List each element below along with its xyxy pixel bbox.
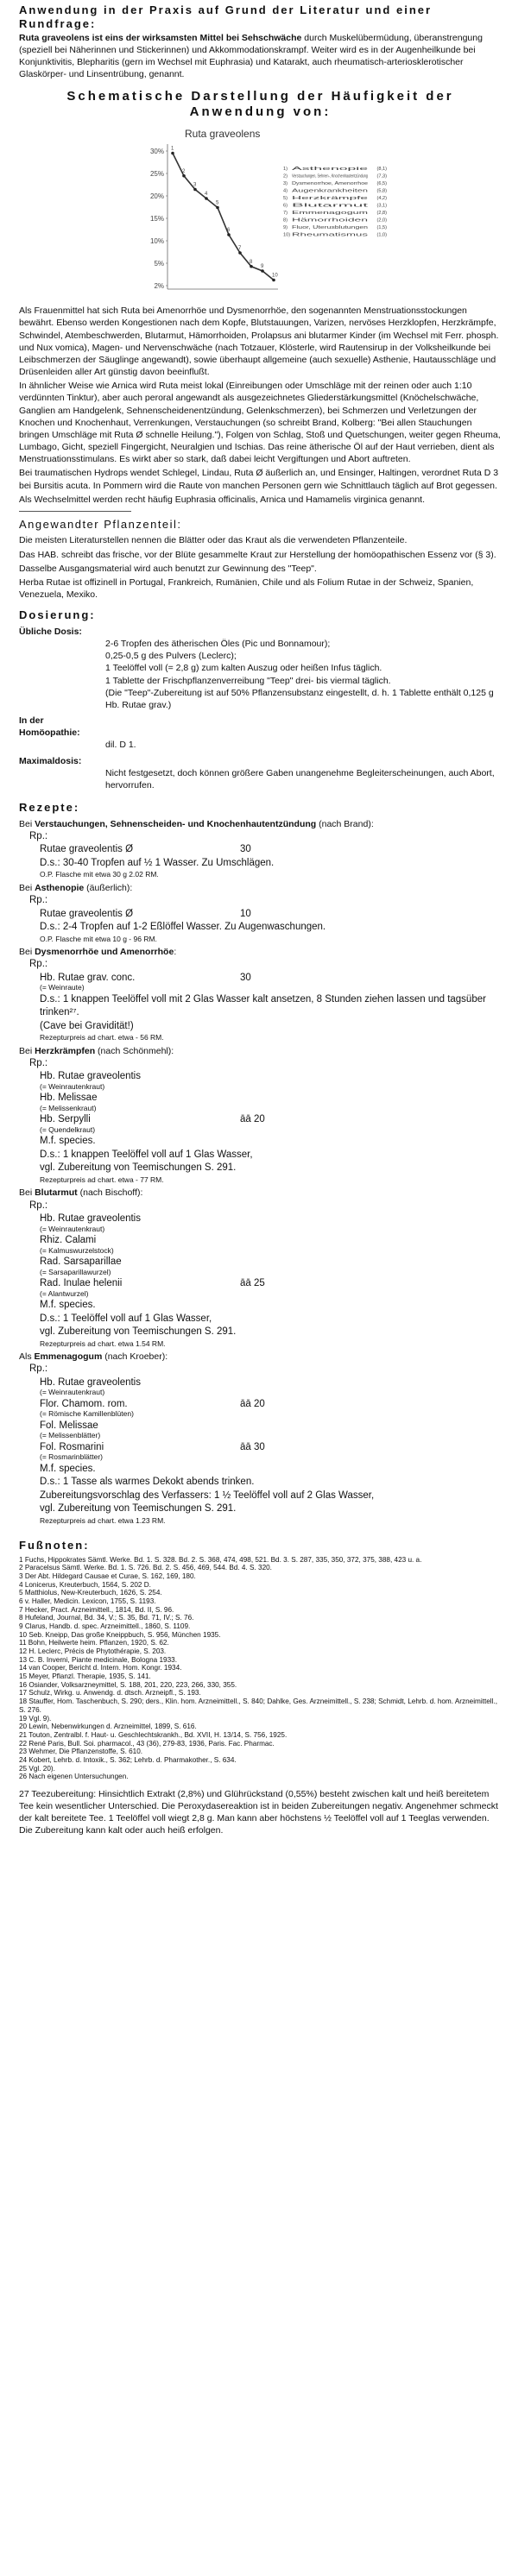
recipe-body	[29, 1057, 502, 1185]
dosierung-value	[19, 638, 502, 711]
chart-points	[171, 147, 278, 282]
ingredient-quantity: āā 25	[240, 1278, 265, 1289]
intro-text: durch Muskelübermüdung, überanstrengung (speziell bei Näherinnen und Stickerinnen) und Akkommodationskrampf. Weiter wird es in der Augenheilkunde bei Konjunktivitis, Blepharitis (gern im Wechsel mit Euphrasia) und Katarakt, auch rheumatisch-arteriosklerotischer Glaskörper- und Linsentrübung, genannt.	[19, 32, 483, 80]
chart-legend-key: 1)	[282, 167, 288, 173]
footnote: 23 Wehmer, Die Pflanzenstoffe, S. 610.	[19, 1748, 143, 1756]
recipe	[19, 1351, 502, 1526]
ingredient-synonym: (= Weinrautenkraut)	[40, 1081, 105, 1091]
chart-point-label: 4	[204, 192, 207, 198]
chart-legend-text: Verstauchungen, Sehnen-, Knochenhautentzündung	[291, 173, 368, 180]
body-paragraph-2: In ähnlicher Weise wie Arnica wird Ruta meist lokal (Einreibungen oder Umschläge mit der reinen oder auch 1:10 verdünnten Tinktur), aber auch peroral angewandt als ausgezeichnetes Gliederstärkungsmittel (Knöchelschwäche, Ganglien am Handgelenk, Sehnenscheidenentzündung, Gelenkschmerzen), bei Schmerzen und Verletzungen der Knochen und Knochenhaut, Verrenkungen, Verstauchungen (so schreibt Brand, Kolberg: "Bei allen Stauchungen bringen Umschläge mit Ruta Ø schnelle Heilung."), Folgen von Schlag, Stoß und Quetschungen, weiter gegen Rheuma, Lumbago, Gicht, speziell Fingergicht, Neuralgien und Ischias. Das reine ätherische Öl auf der Haut verrieben, dient als Menstruationsstimulans. Es wirkt aber so stark, daß dabei leicht Vergiftungen und Abort auftreten.	[19, 381, 501, 465]
recipe	[19, 946, 502, 1043]
ingredient-synonym: (= Melissenkraut)	[40, 1103, 97, 1112]
chart-legend-text: Herzkrämpfe	[291, 196, 368, 202]
ingredient-name: Fol. Rosmarini	[40, 1441, 104, 1452]
rezepte-list	[19, 818, 502, 1527]
recipe-price: Rezepturpreis ad chart. etwa 1.54 RM.	[40, 1338, 166, 1348]
section-divider	[19, 511, 131, 512]
recipe-rp: Rp.:	[29, 959, 48, 970]
chart-point-label: 7	[237, 246, 241, 252]
chart-legend-key: 9)	[282, 225, 288, 231]
chart-y-tick-label: 20%	[149, 192, 164, 201]
recipe-instruction: D.s.: 1 knappen Teelöffel voll auf 1 Glas Wasser,	[40, 1149, 253, 1160]
tea-note: 27 Teezubereitung: Hinsichtlich Extrakt (2,8%) und Glührückstand (0,55%) besteht zwischen kalt und heiß bereitetem Tee kein wesentlicher Unterschied. Die Peroxydasereaktion ist in beiden Zubereitungen negativ. Angenehmer schmeckt der kalt bereitete Tee. 1 Teelöffel voll wiegt 2,8 g. Man kann aber höchstens ½ Teelöffel voll auf 1 Teeglas verwenden. Die Zubereitung kann kalt oder auch heiß erfolgen.	[19, 1788, 498, 1836]
recipe-heading-pre: Als	[19, 1351, 35, 1363]
chart-legend-value: (4,2)	[376, 196, 387, 202]
recipe-heading-pre: Bei	[19, 947, 35, 958]
chart-y-tick-label: 5%	[153, 260, 164, 268]
recipe-ingredient	[29, 1135, 502, 1149]
recipe-rp: Rp.:	[29, 1057, 48, 1068]
footnote: 3 Der Abt. Hildegard Causae et Curae, S. 162, 169, 180.	[19, 1572, 196, 1581]
recipe-rp: Rp.:	[29, 895, 48, 906]
ingredient-name: Hb. Rutae graveolentis	[40, 1376, 141, 1388]
ingredient-name: Hb. Melissae	[40, 1093, 98, 1104]
dosierung-label: Übliche Dosis:	[19, 626, 82, 637]
footnote: 21 Touton, Zentralbl. f. Haut- u. Geschlechtskrankh., Bd. XVII, H. 13/14, S. 756, 1925.	[19, 1730, 288, 1739]
chart-legend-text: Asthenopie	[291, 167, 368, 173]
recipe-heading-pre: Bei	[19, 1045, 35, 1056]
dosierung-line: dil. D 1.	[105, 740, 136, 751]
dosierung-value	[19, 739, 502, 751]
chart-point	[238, 251, 242, 255]
recipe-heading	[19, 1187, 502, 1199]
recipe-heading	[19, 1351, 502, 1363]
dosierung-heading: Dosierung:	[19, 608, 96, 622]
recipe-heading-bold: Blutarmut	[35, 1187, 78, 1199]
ingredient-synonym: (= Alantwurzel)	[40, 1288, 89, 1298]
footnote: 13 C. B. Inverni, Piante medicinale, Bologna 1933.	[19, 1655, 177, 1664]
chart-legend-value: (7,3)	[376, 173, 387, 180]
intro-paragraph	[19, 32, 502, 81]
chart-legend-value: (8,1)	[376, 167, 387, 173]
recipe-price: Rezepturpreis ad chart. etwa 1.23 RM.	[40, 1515, 166, 1525]
footnote: 11 Bohn, Heilwerte heim. Pflanzen, 1920, S. 62.	[19, 1639, 169, 1647]
recipe-body	[29, 830, 502, 880]
footnote: 6 v. Haller, Medicin. Lexicon, 1755, S. 1193.	[19, 1597, 156, 1606]
footnote: 16 Osiander, Volksarzneymittel, S. 188, 201, 220, 223, 266, 330, 355.	[19, 1680, 237, 1689]
footnote: 9 Clarus, Handb. d. spec. Arzneimittell., 1860, S. 1109.	[19, 1622, 191, 1631]
ingredient-quantity: 30	[240, 972, 251, 983]
recipe	[19, 818, 502, 880]
chart-legend-text: Dysmenorrhoe, Amenorrhoe	[291, 181, 368, 187]
ingredient-name: Rad. Sarsaparillae	[40, 1257, 122, 1268]
chart-point-label: 3	[193, 182, 196, 188]
dosierung-line: 1 Teelöffel voll (= 2,8 g) zum kalten Auszug oder heißen Infus täglich.	[105, 663, 382, 674]
recipe-body	[29, 894, 502, 944]
chart-point	[272, 279, 275, 282]
dosierung-label: Maximaldosis:	[19, 755, 82, 766]
recipe-heading-post: :	[174, 947, 177, 958]
recipe-body	[29, 958, 502, 1043]
pflanzenteil-paragraph-3: Dasselbe Ausgangsmaterial wird auch benutzt zur Gewinnung des "Teep".	[19, 563, 317, 574]
recipe-price: O.P. Flasche mit etwa 30 g 2.02 RM.	[40, 870, 159, 879]
chart-point-label: 6	[226, 228, 230, 234]
ingredient-synonym: (= Kalmuswurzelstock)	[40, 1245, 114, 1255]
ingredient-name: Fol. Melissae	[40, 1420, 98, 1431]
footnote: 4 Lonicerus, Kreuterbuch, 1564, S. 202 D.	[19, 1580, 151, 1589]
ingredient-synonym: (= Weinrautenkraut)	[40, 1388, 105, 1397]
footnote: 26 Nach eigenen Untersuchungen.	[19, 1773, 129, 1781]
recipe-heading-bold: Herzkrämpfen	[35, 1045, 96, 1056]
intro-heading: Anwendung in der Praxis auf Grund der Literatur und einer Rundfrage:	[19, 3, 433, 31]
chart-point	[227, 233, 231, 236]
ingredient-synonym: (= Quendelkraut)	[40, 1124, 96, 1134]
recipe-instruction: vgl. Zubereitung von Teemischungen S. 291.	[40, 1162, 237, 1174]
chart-point-label: 10	[271, 273, 278, 279]
body-paragraph-3: Bei traumatischen Hydrops wendet Schlegel, Lindau, Ruta Ø äußerlich an, und Ensinger, Haltingen, verordnet Ruta D 3 bei Bursitis acuta. In Pommern wird die Raute von manchen Personen gern wie Schnittlauch täglich auf Brot gegessen.	[19, 468, 499, 491]
body-paragraph-4: Als Wechselmittel werden recht häufig Euphrasia officinalis, Arnica und Hamamelis virginica genannt.	[19, 494, 426, 505]
chart-point	[216, 206, 219, 210]
recipe-instruction: D.s.: 1 Teelöffel voll auf 1 Glas Wasser,	[40, 1313, 212, 1324]
chart-point	[261, 269, 264, 273]
ingredient-quantity: āā 20	[240, 1398, 265, 1409]
ingredient-quantity: āā 20	[240, 1114, 265, 1125]
chart-legend-key: 10)	[282, 232, 290, 238]
chart-y-tick-label: 15%	[149, 215, 164, 224]
footnote: 14 van Cooper, Bericht d. Intern. Hom. Kongr. 1934.	[19, 1664, 182, 1672]
ingredient-name: Rutae graveolentis Ø	[40, 844, 134, 855]
chart-legend-text: Augenkrankheiten	[291, 188, 368, 194]
pflanzenteil-paragraph-2: Das HAB. schreibt das frische, vor der Blüte gesammelte Kraut zur Herstellung der homöopathischen Essenz vor (§ 3).	[19, 549, 496, 560]
chart-legend-text: Rheumatismus	[291, 232, 368, 238]
ingredient-name: Rad. Inulae helenii	[40, 1278, 123, 1289]
recipe-heading-bold: Verstauchungen, Sehnenscheiden- und Knochenhautentzündung	[35, 818, 317, 829]
ingredient-synonym: (= Melissenblätter)	[40, 1431, 101, 1440]
chart-point-label: 9	[260, 264, 263, 270]
recipe-instruction: Zubereitungsvorschlag des Verfassers: 1 ½ Teelöffel voll auf 2 Glas Wasser,	[40, 1490, 375, 1501]
ingredient-synonym: (= Sarsaparillawurzel)	[40, 1267, 111, 1276]
footnote: 17 Schulz, Wirkg. u. Anwendg. d. dtsch. Arzneipfl., S. 193.	[19, 1689, 201, 1697]
recipe-heading-post: (nach Brand):	[316, 818, 374, 829]
dosierung-value	[19, 767, 502, 791]
dosierung-line: (Die "Teep"-Zubereitung ist auf 50% Pflanzensubstanz eingestellt, d. h. 1 Tablette enthält 0,125 g Hb. Rutae grav.)	[105, 687, 494, 710]
footnotes-list	[19, 1556, 502, 1781]
chart-legend-text: Emmenagogum	[291, 211, 369, 217]
recipe	[19, 1187, 502, 1349]
recipe-ingredient	[29, 1299, 502, 1313]
footnote: 20 Lewin, Nebenwirkungen d. Arzneimittel, 1899, S. 616.	[19, 1723, 197, 1731]
body-paragraph-1: Als Frauenmittel hat sich Ruta bei Amenorrhöe und Dysmenorrhöe, den sogenannten Menstruationsstockungen bewährt. Ebenso werden Kongestionen nach dem Kopfe, Blutstauungen, Varizen, nervöses Herzklopfen, Herzkrämpfe, Schwindel, Atembeschwerden, Blutarmut, Hämorrhoiden, Prolapsus ani blutarmer Kinder (im Wechsel mit Ferr. phosph. und Nux vomica), Magen- und Nervenschwäche (nach Totzauer, Klösterle, wird Rautensirup in der Volksheilkunde bei Leibschmerzen der Säuglinge angewandt), sowie überhaupt allgemeine (auch sexuelle) Asthenie, Hautausschläge und Drüsenleiden aller Art günstig davon beeinflußt.	[19, 305, 499, 378]
chart-legend	[283, 167, 387, 238]
chart-legend-value: (3,1)	[376, 203, 387, 209]
recipe-rp: Rp.:	[29, 1364, 48, 1375]
dosierung-row	[19, 626, 502, 711]
recipe-heading-post: (nach Schönmehl):	[95, 1045, 174, 1056]
ingredient-quantity: āā 30	[240, 1441, 265, 1452]
chart-legend-key: 3)	[282, 181, 288, 187]
chart-point-label: 1	[170, 146, 174, 152]
ingredient-synonym: (= Weinrautenkraut)	[40, 1224, 105, 1233]
ingredient-name: M.f. species.	[40, 1463, 96, 1474]
recipe-body	[29, 1200, 502, 1349]
ingredient-name: Flor. Chamom. rom.	[40, 1398, 128, 1409]
ingredient-name: Hb. Serpylli	[40, 1114, 91, 1125]
recipe-instruction: vgl. Zubereitung von Teemischungen S. 291.	[40, 1503, 237, 1515]
chart-legend-value: (1,0)	[376, 232, 387, 238]
chart-series-line	[173, 154, 274, 280]
chart-point-label: 5	[215, 200, 218, 206]
pflanzenteil-paragraph-4: Herba Rutae ist offizinell in Portugal, Frankreich, Rumänien, Chile und als Folium Rutae in der Schweiz, Spanien, Venezuela, Mexiko.	[19, 577, 474, 601]
ingredient-quantity: 10	[240, 908, 251, 919]
recipe-heading-bold: Dysmenorrhöe und Amenorrhöe	[35, 947, 174, 958]
dosierung-label: In der Homöopathie:	[19, 715, 80, 739]
rezepte-heading: Rezepte:	[19, 801, 80, 815]
recipe-heading	[19, 1045, 502, 1057]
ingredient-name: M.f. species.	[40, 1300, 96, 1311]
ingredient-name: Hb. Rutae grav. conc.	[40, 972, 136, 983]
footnote: 8 Hufeland, Journal, Bd. 34, V.; S. 35, Bd. 71, IV.; S. 76.	[19, 1614, 194, 1622]
chart-y-tick-label: 30%	[149, 148, 164, 156]
ingredient-name: Hb. Rutae graveolentis	[40, 1213, 141, 1225]
chart-y-tick-label: 10%	[149, 237, 164, 246]
ingredient-name: Hb. Rutae graveolentis	[40, 1071, 141, 1082]
chart-legend-text: Hämorrhoiden	[291, 217, 368, 224]
chart-point-label: 2	[181, 168, 185, 174]
body-text	[19, 305, 502, 506]
intro-bold-lead: Ruta graveolens ist eins der wirksamsten Mittel bei Sehschwäche	[19, 32, 302, 43]
footnote: 25 Vgl. 20).	[19, 1764, 55, 1773]
recipe-instruction: D.s.: 1 Tasse als warmes Dekokt abends trinken.	[40, 1477, 255, 1488]
recipe-heading-pre: Bei	[19, 882, 35, 893]
recipe-body	[29, 1363, 502, 1526]
chart-point	[205, 197, 208, 200]
footnote: 7 Hecker, Pract. Arzneimittell., 1814, Bd. II, S. 96.	[19, 1605, 174, 1614]
recipe-price: O.P. Flasche mit etwa 10 g - 96 RM.	[40, 934, 157, 943]
chart-legend-key: 6)	[282, 203, 288, 209]
recipe	[19, 882, 502, 944]
chart-y-ticks	[149, 148, 167, 290]
chart-svg	[131, 125, 390, 298]
frequency-chart	[131, 125, 390, 298]
ingredient-synonym: (= Weinraute)	[40, 983, 85, 992]
recipe-heading	[19, 946, 502, 958]
pflanzenteil-heading: Angewandter Pflanzenteil:	[19, 517, 182, 531]
footnote: 24 Kobert, Lehrb. d. Intoxik., S. 362; Lehrb. d. Pharmakother., S. 634.	[19, 1755, 237, 1764]
recipe-heading	[19, 882, 502, 894]
footnote: 10 Seb. Kneipp, Das große Kneippbuch, S. 956, München 1935.	[19, 1630, 221, 1639]
chart-legend-value: (2,0)	[376, 217, 387, 224]
dosierung-line: Nicht festgesetzt, doch können größere Gaben unangenehme Begleiterscheinungen, auch Abort, hervorrufen.	[105, 767, 495, 790]
chart-legend-key: 5)	[282, 196, 288, 202]
recipe-instruction: vgl. Zubereitung von Teemischungen S. 291.	[40, 1326, 237, 1338]
chart-legend-key: 8)	[282, 217, 288, 224]
chart-legend-text: Fluor, Uterusblutungen	[291, 225, 368, 231]
footnote: 2 Paracelsus Sämtl. Werke. Bd. 1. S. 726. Bd. 2. S. 456, 469, 544. Bd. 4. S. 320.	[19, 1564, 272, 1572]
ingredient-name: Rhiz. Calami	[40, 1235, 97, 1246]
dosierung-line: 1 Tablette der Frischpflanzenverreibung "Teep" drei- bis viermal täglich.	[105, 675, 391, 686]
recipe-instruction: D.s.: 2-4 Tropfen auf 1-2 Eßlöffel Wasser. Zu Augenwaschungen.	[40, 922, 326, 933]
recipe-rp: Rp.:	[29, 830, 48, 841]
recipe-price: Rezepturpreis ad chart. etwa - 56 RM.	[40, 1033, 164, 1042]
recipe-heading-post: (äußerlich):	[84, 882, 133, 893]
dosierung-table	[19, 626, 502, 791]
dosierung-row	[19, 715, 502, 752]
recipe-heading-pre: Bei	[19, 818, 35, 829]
footnote: 18 Stauffer, Hom. Taschenbuch, S. 290; ders., Klin. hom. Arzneimittell., S. 840; Dahlke, Ges. Arzneimittell., S. 238; Schmidt, Lehrb. d. hom. Arzneimittell., S. 276.	[19, 1697, 497, 1714]
recipe-heading-post: (nach Bischoff):	[77, 1187, 143, 1199]
recipe-ingredient	[29, 843, 502, 857]
chart-legend-key: 2)	[282, 173, 288, 180]
dosierung-line: 0,25-0,5 g des Pulvers (Leclerc);	[105, 651, 237, 662]
chart-point	[182, 174, 186, 178]
recipe-heading-post: (nach Kroeber):	[102, 1351, 168, 1363]
recipe-instruction: (Cave bei Gravidität!)	[40, 1020, 134, 1031]
ingredient-quantity: 30	[240, 844, 251, 855]
footnote: 5 Matthiolus, New-Kreuterbuch, 1626, S. 254.	[19, 1589, 162, 1597]
ingredient-synonym: (= Rosmarinblätter)	[40, 1452, 103, 1462]
chart-point	[171, 152, 174, 155]
recipe-instruction: D.s.: 1 knappen Teelöffel voll mit 2 Glas Wasser kalt ansetzen, 8 Stunden ziehen lassen und tagsüber trinken²⁷.	[40, 993, 486, 1018]
recipe-heading	[19, 818, 502, 830]
chart-point-label: 8	[249, 259, 252, 265]
chart-legend-value: (2,8)	[376, 211, 387, 217]
recipe	[19, 1045, 502, 1186]
footnote: 22 René Paris, Bull. Soi. pharmacol., 43 (36), 279-83, 1936, Paris. Fac. Pharmac.	[19, 1739, 275, 1748]
footnote: 12 H. Leclerc, Précis de Phytothérapie, S. 203.	[19, 1647, 167, 1656]
dosierung-row	[19, 755, 502, 792]
chart-legend-key: 4)	[282, 188, 288, 194]
footnote: 15 Meyer, Pflanzl. Therapie, 1935, S. 141.	[19, 1672, 151, 1681]
recipe-instruction: D.s.: 30-40 Tropfen auf ½ 1 Wasser. Zu Umschlägen.	[40, 857, 275, 868]
recipe-rp: Rp.:	[29, 1200, 48, 1211]
dosierung-line: 2-6 Tropfen des ätherischen Öles (Pic und Bonnamour);	[105, 639, 331, 650]
recipe-heading-bold: Asthenopie	[35, 882, 85, 893]
chart-legend-key: 7)	[282, 211, 288, 217]
footnote: 1 Fuchs, Hippokrates Sämtl. Werke. Bd. 1. S. 328. Bd. 2. S. 368, 474, 498, 521. Bd. 3. S. 287, 335, 350, 372, 375, 388, 423 u. a.	[19, 1555, 422, 1564]
chart-legend-text: Blutarmut	[291, 203, 370, 209]
chart-inner-label: Ruta graveolens	[184, 128, 260, 141]
ingredient-synonym: (= Römische Kamillenblüten)	[40, 1409, 134, 1419]
chart-point	[250, 265, 253, 268]
ingredient-name: M.f. species.	[40, 1136, 96, 1147]
chart-legend-value: (6,5)	[376, 181, 387, 187]
chart-y-tick-label: 2%	[153, 282, 164, 291]
recipe-ingredient	[29, 1463, 502, 1477]
recipe-price: Rezepturpreis ad chart. etwa - 77 RM.	[40, 1175, 164, 1184]
chart-point	[193, 188, 197, 192]
fussnoten-heading: Fußnoten:	[19, 1539, 90, 1553]
ingredient-name: Rutae graveolentis Ø	[40, 908, 134, 919]
pflanzenteil-paragraph-1: Die meisten Literaturstellen nennen die Blätter oder das Kraut als die verwendeten Pflanzenteile.	[19, 535, 408, 546]
chart-legend-value: (5,8)	[376, 188, 387, 194]
chart-legend-value: (1,5)	[376, 225, 387, 231]
recipe-ingredient	[29, 908, 502, 922]
chart-y-tick-label: 25%	[149, 170, 164, 179]
figure-title: Schematische Darstellung der Häufigkeit der Anwendung von:	[66, 89, 454, 120]
recipe-heading-pre: Bei	[19, 1187, 35, 1199]
recipe-heading-bold: Emmenagogum	[34, 1351, 103, 1363]
footnote: 19 Vgl. 9).	[19, 1714, 52, 1723]
